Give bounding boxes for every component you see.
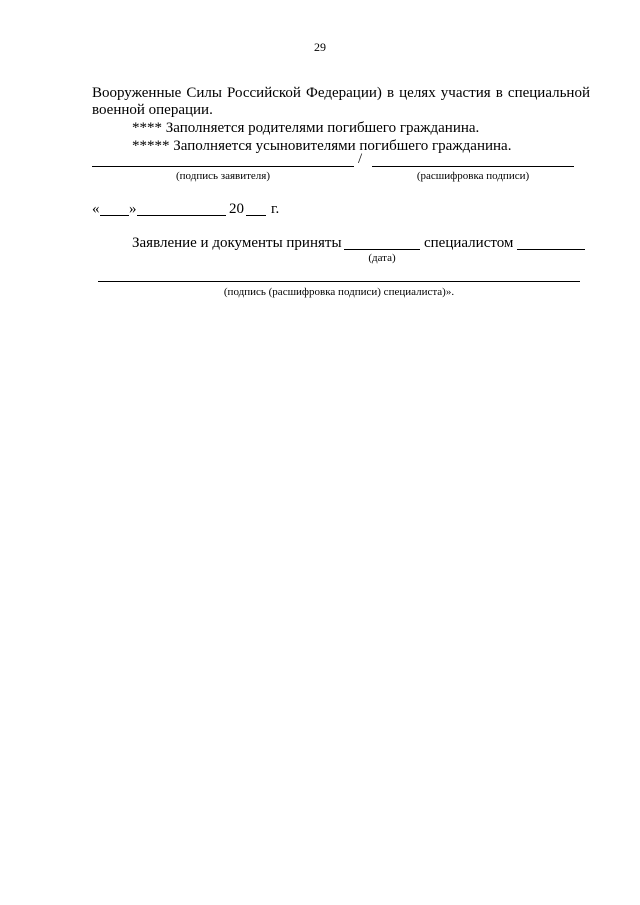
applicant-signature-caption: (подпись заявителя) — [175, 170, 271, 182]
specialist-signature-caption: (подпись (расшифровка подписи) специалиста)». — [223, 286, 455, 298]
date-year-prefix: 20 — [229, 201, 244, 217]
date-year-field[interactable] — [246, 215, 266, 216]
signature-separator: / — [358, 151, 363, 167]
signature-decoding-caption: (расшифровка подписи) — [416, 170, 530, 182]
date-open-quote: « — [92, 201, 100, 217]
paragraph-line-2: военной операции. — [92, 102, 213, 118]
specialist-signature-line[interactable] — [98, 281, 580, 282]
footnote-parents: **** Заполняется родителями погибшего гражданина. — [132, 120, 480, 136]
paragraph-line-1: Вооруженные Силы Российской Федерации) в целях участия в специальной — [92, 85, 590, 101]
applicant-signature-line[interactable] — [92, 166, 354, 167]
acceptance-date-caption: (дата) — [368, 252, 396, 264]
acceptance-text: Заявление и документы приняты — [132, 235, 342, 251]
footnote-adoptive-parents: ***** Заполняется усыновителями погибшего гражданина. — [132, 138, 512, 154]
date-close-quote: » — [129, 201, 137, 217]
date-day-field[interactable] — [100, 215, 129, 216]
signature-decoding-line[interactable] — [372, 166, 574, 167]
date-month-field[interactable] — [137, 215, 226, 216]
acceptance-specialist-field[interactable] — [517, 249, 585, 250]
page-number: 29 — [314, 40, 326, 54]
acceptance-specialist-label: специалистом — [424, 235, 514, 251]
date-year-suffix: г. — [271, 201, 280, 217]
acceptance-date-field[interactable] — [344, 249, 420, 250]
